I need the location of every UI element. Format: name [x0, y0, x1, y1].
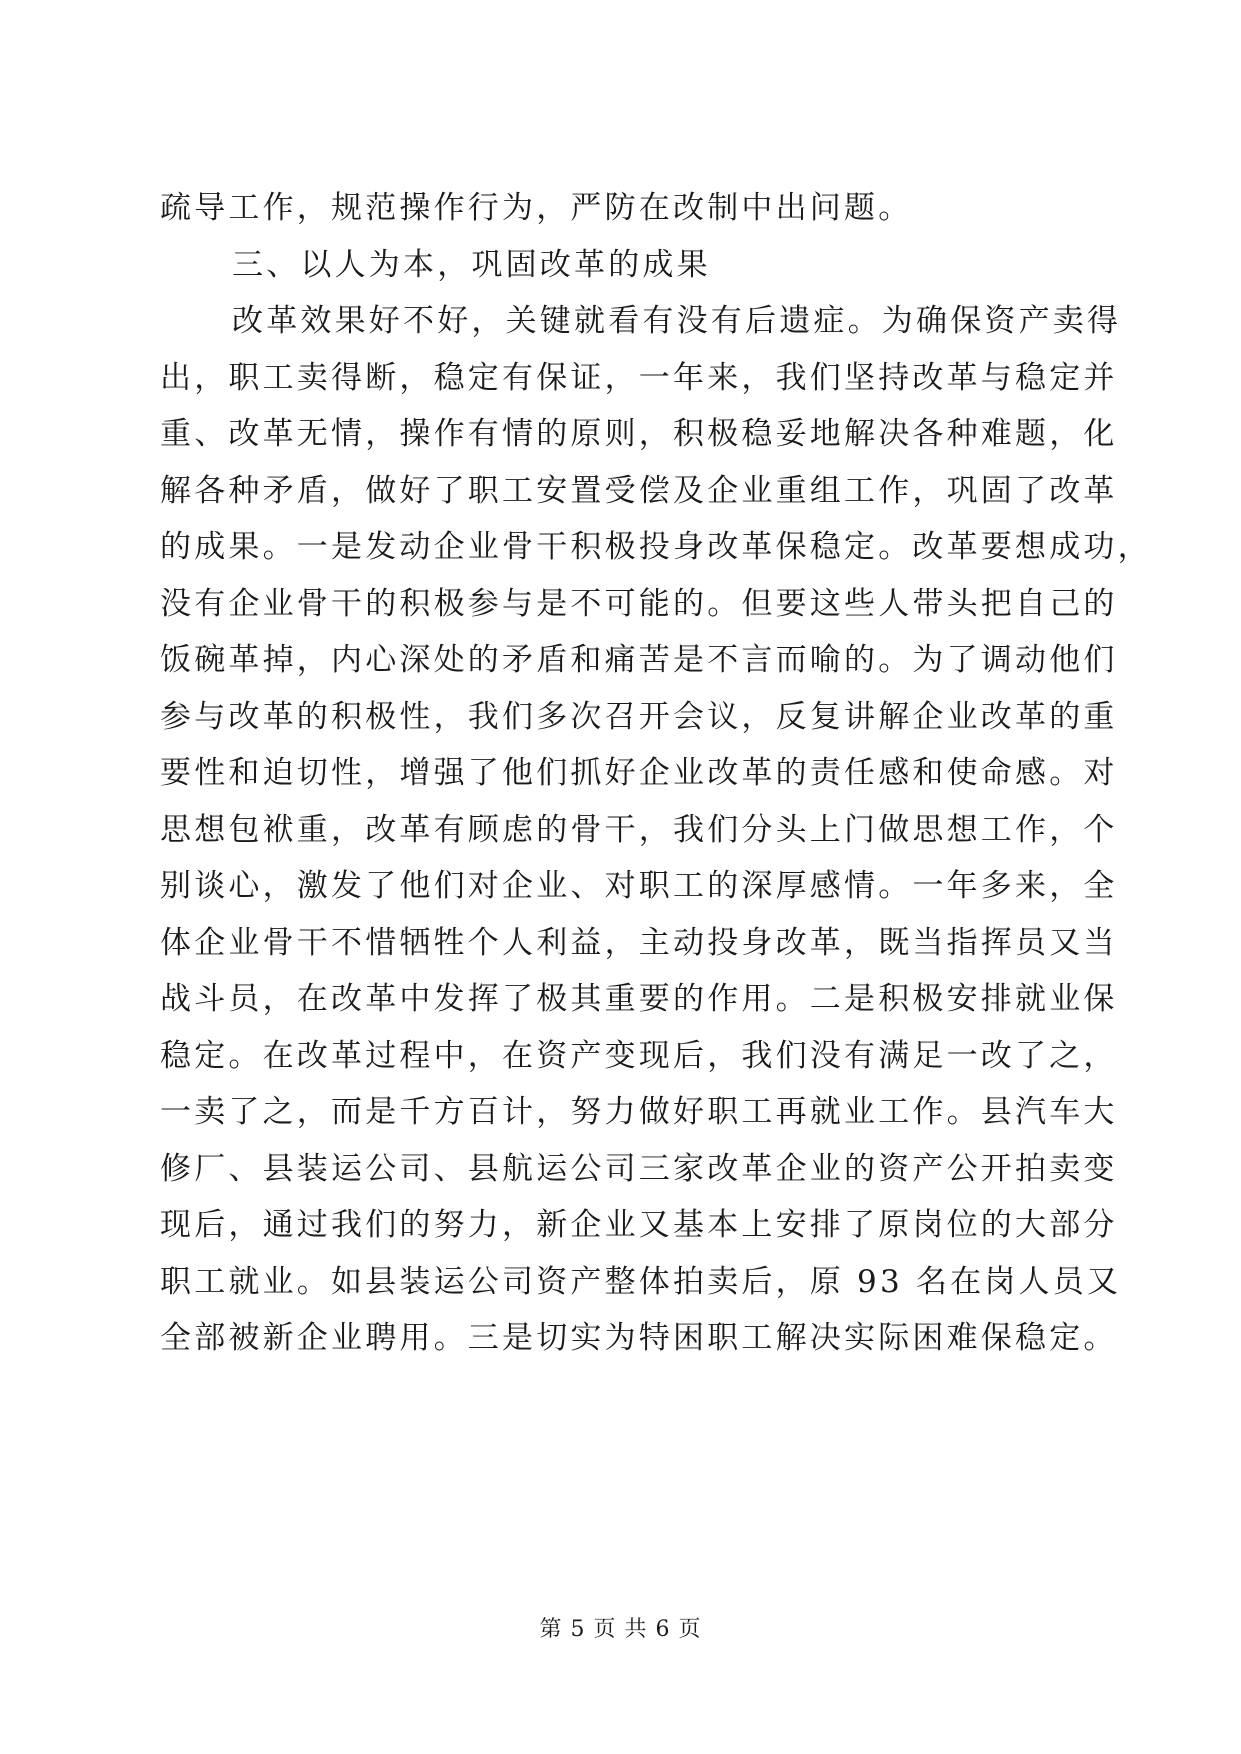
text-line: 要性和迫切性，增强了他们抓好企业改革的责任感和使命感。对 [160, 755, 1118, 791]
text-line: 稳定。在改革过程中，在资产变现后，我们没有满足一改了之， [160, 1038, 1118, 1074]
text-line: 改革效果好不好，关键就看有没有后遗症。为确保资产卖得 [232, 303, 1122, 339]
text-line: 修厂、县装运公司、县航运公司三家改革企业的资产公开拍卖变 [160, 1151, 1118, 1187]
text-line: 全部被新企业聘用。三是切实为特困职工解决实际困难保稳定。 [160, 1320, 1118, 1356]
text-line: 参与改革的积极性，我们多次召开会议，反复讲解企业改革的重 [160, 699, 1118, 735]
text-line: 重、改革无情，操作有情的原则，积极稳妥地解决各种难题，化 [160, 416, 1118, 452]
text-line: 解各种矛盾，做好了职工安置受偿及企业重组工作，巩固了改革 [160, 473, 1118, 509]
section-heading: 三、以人为本，巩固改革的成果 [232, 247, 711, 283]
text-line: 别谈心，激发了他们对企业、对职工的深厚感情。一年多来，全 [160, 868, 1118, 904]
text-line: 饭碗革掉，内心深处的矛盾和痛苦是不言而喻的。为了调动他们 [160, 642, 1118, 678]
text-line: 思想包袱重，改革有顾虑的骨干，我们分头上门做思想工作，个 [160, 812, 1118, 848]
page-number-footer: 第 5 页 共 6 页 [539, 1617, 702, 1642]
text-line: 疏导工作，规范操作行为，严防在改制中出问题。 [160, 190, 913, 226]
text-line: 体企业骨干不惜牺牲个人利益，主动投身改革，既当指挥员又当 [160, 925, 1118, 961]
text-line: 战斗员，在改革中发挥了极其重要的作用。二是积极安排就业保 [160, 981, 1118, 1017]
text-line: 一卖了之，而是千方百计，努力做好职工再就业工作。县汽车大 [160, 1094, 1118, 1130]
text-line: 职工就业。如县装运公司资产整体拍卖后，原 93 名在岗人员又 [160, 1264, 1122, 1300]
text-line: 没有企业骨干的积极参与是不可能的。但要这些人带头把自己的 [160, 586, 1118, 622]
text-line: 现后，通过我们的努力，新企业又基本上安排了原岗位的大部分 [160, 1207, 1118, 1243]
text-line: 的成果。一是发动企业骨干积极投身改革保稳定。改革要想成功， [160, 529, 1152, 565]
text-line: 出，职工卖得断，稳定有保证，一年来，我们坚持改革与稳定并 [160, 360, 1118, 396]
